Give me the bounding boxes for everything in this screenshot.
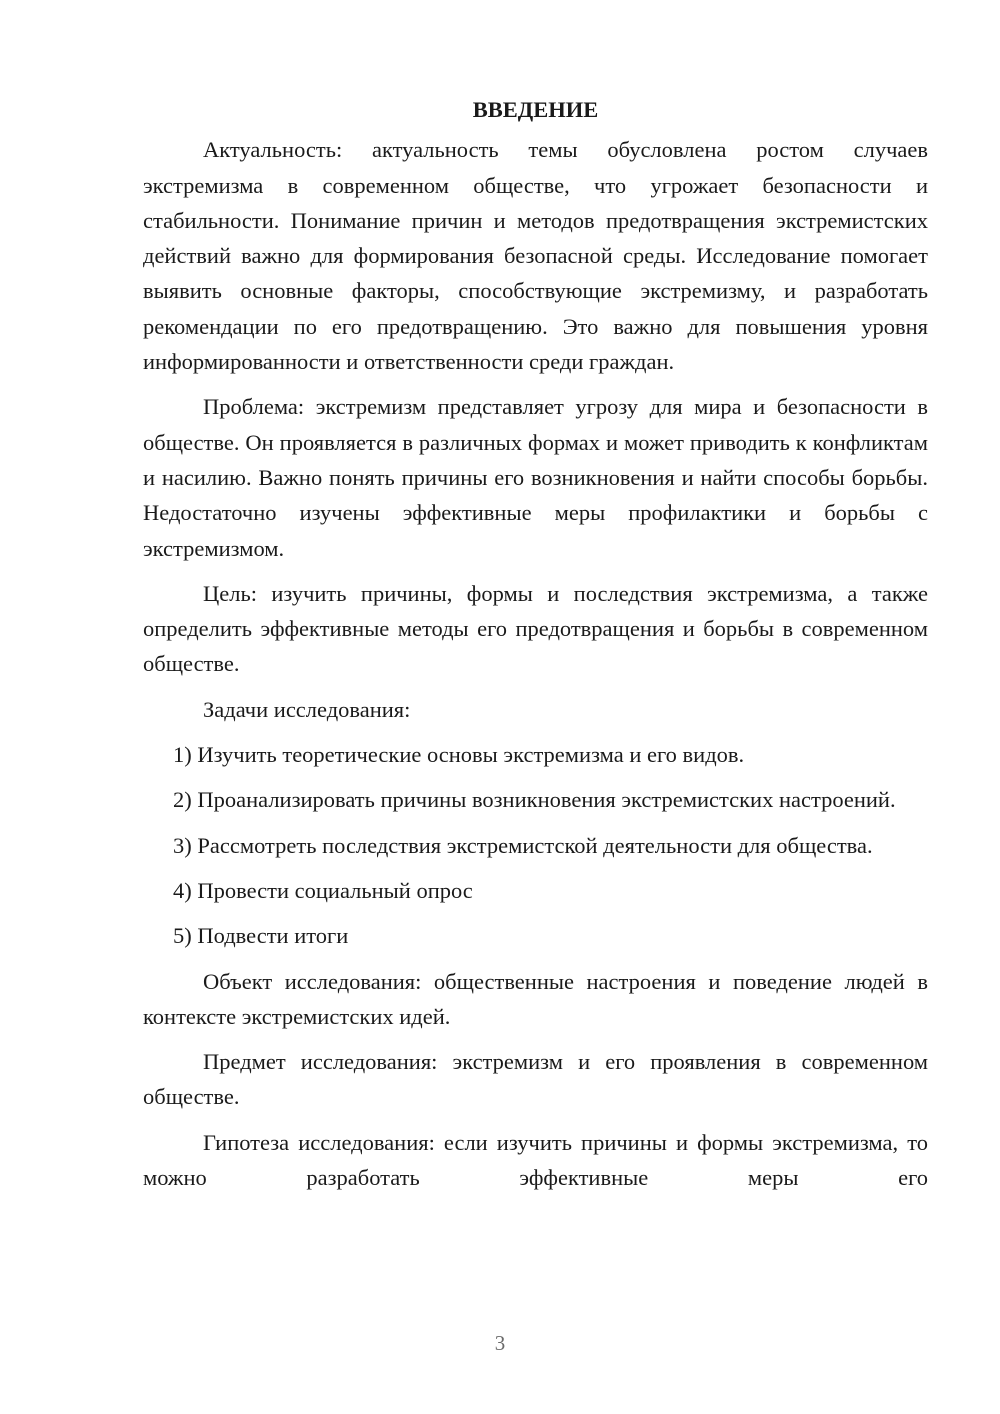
task-item-4: 4) Провести социальный опрос — [173, 877, 473, 903]
paragraph-subject: Предмет исследования: экстремизм и его проявления в современном обществе. — [143, 1049, 928, 1110]
paragraph-problem: Проблема: экстремизм представляет угрозу для мира и безопасности в обществе. Он проявляется в различных формах и может приводить к конфликтам и насилию. Важно понять причины его возникновения и найти способы борьбы. Недостаточно изучены эффективные меры профилактики и борьбы с экстремизмом. — [143, 394, 928, 561]
page-number: 3 — [494, 1331, 506, 1355]
paragraph-object: Объект исследования: общественные настроения и поведение людей в контексте экстремистских идей. — [143, 968, 928, 1029]
task-item-1: 1) Изучить теоретические основы экстремизма и его видов. — [173, 742, 745, 768]
task-item-5: 5) Подвести итоги — [173, 923, 349, 949]
paragraph-tasks-title: Задачи исследования: — [203, 696, 411, 722]
paragraph-relevance: Актуальность: актуальность темы обусловлена ростом случаев экстремизма в современном обществе, что угрожает безопасности и стабильности. Понимание причин и методов предотвращения экстремистских действий важно для формирования безопасной среды. Исследование помогает выявить основные факторы, способствующие экстремизму, и разработать рекомендации по его предотвращению. Это важно для повышения уровня информированности и ответственности среди граждан. — [143, 137, 928, 375]
task-item-2: 2) Проанализировать причины возникновения экстремистских настроений. — [173, 787, 896, 813]
section-heading: ВВЕДЕНИЕ — [472, 97, 599, 122]
paragraph-hypothesis: Гипотеза исследования: если изучить причины и формы экстремизма, то можно разработать эффективные меры его — [143, 1129, 928, 1191]
task-item-3: 3) Рассмотреть последствия экстремистской деятельности для общества. — [173, 832, 873, 858]
paragraph-goal: Цель: изучить причины, формы и последствия экстремизма, а также определить эффективные методы его предотвращения и борьбы в современном обществе. — [143, 580, 928, 677]
page-content — [143, 92, 928, 1205]
